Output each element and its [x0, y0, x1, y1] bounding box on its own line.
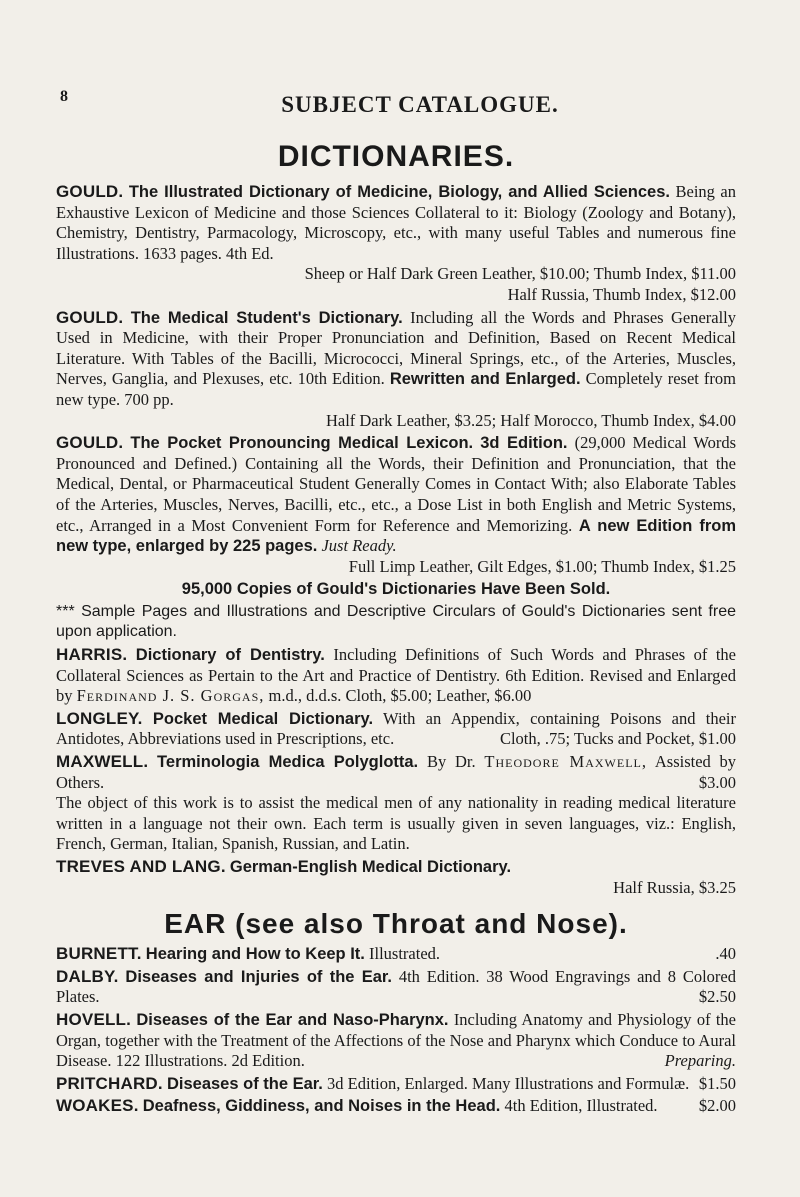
entry-longley: LONGLEY. Pocket Medical Dictionary. With an Appendix, containing Poisons and their Antidotes, Abbreviations used in Prescriptions, etc. Cloth, .75; Tucks and Pocket, $1.00	[56, 708, 736, 749]
entry-hovell: HOVELL. Diseases of the Ear and Naso-Pharynx. Including Anatomy and Physiology of the Organ, together with the Treatment of the Affections of the Nose and Pharynx which Conduce to Aural Disease. 122 Illustrations. 2d Edition. Preparing.	[56, 1009, 737, 1071]
entry-dalby: DALBY. Diseases and Injuries of the Ear. 4th Edition. 38 Wood Engravings and 8 Colored Plates. $2.50	[56, 966, 736, 1007]
entry-burnett: BURNETT. Hearing and How to Keep It. Illustrated. .40	[56, 944, 736, 964]
entry-woakes: WOAKES. Deafness, Giddiness, and Noises in the Head. 4th Edition, Illustrated. $2.00	[56, 1096, 736, 1116]
entry-maxwell: MAXWELL. Terminologia Medica Polyglotta. By Dr. Theodore Maxwell, Assisted by Others. $3.00 The object of this work is to assist the medical men of any nationality in reading medical literature written in a language not their own. Each term is usually given in seven languages, viz.: English, French, German, Italian, Spanish, Russian, and Latin.	[56, 752, 737, 854]
entry-pritchard: PRITCHARD. Diseases of the Ear. 3d Edition, Enlarged. Many Illustrations and Formulæ. $1.50	[56, 1073, 736, 1093]
section-title-dictionaries: DICTIONARIES.	[277, 140, 515, 173]
section-title-ear: EAR (see also Throat and Nose).	[164, 908, 628, 940]
entry-treves-lang: TREVES AND LANG. German-English Medical Dictionary. Half Russia, $3.25	[56, 857, 736, 897]
entry-gould-student: GOULD. The Medical Student's Dictionary. Including all the Words and Phrases Generally Used in Medicine, with their Proper Pronunciation and Definition, Based on Recent Medical Literature. With Tables of the Bacilli, Micrococci, Mineral Springs, etc., of the Arteries, Muscles, Nerves, Ganglia, and Plexuses, etc. 10th Edition. Rewritten and Enlarged. Completely reset from new type. 700 pp. Half Dark Leather, $3.25; Half Morocco, Thumb Index, $4.00	[56, 307, 737, 430]
entry-gould-illustrated: GOULD. The Illustrated Dictionary of Medicine, Biology, and Allied Sciences. Being an Exhaustive Lexicon of Medicine and those Sciences Collateral to it: Biology (Zoology and Botany), Chemistry, Dentistry, Parmacology, Microscopy, etc., with many useful Tables and numerous fine Illustrations. 1633 pages. 4th Ed. Sheep or Half Dark Green Leather, $10.00; Thumb Index, $11.00 Half Russia, Thumb Index, $12.00	[56, 182, 737, 304]
page-content	[56, 132, 736, 1119]
sample-pages-notice: *** Sample Pages and Illustrations and Descriptive Circulars of Gould's Dictionaries sent free upon application.	[56, 602, 736, 641]
running-title: SUBJECT CATALOGUE.	[281, 92, 559, 117]
page-number: 8	[60, 88, 68, 105]
entry-gould-pocket: GOULD. The Pocket Pronouncing Medical Lexicon. 3d Edition. (29,000 Medical Words Pronounced and Defined.) Containing all the Words, their Definition and Pronunciation, that the Medical, Dental, or Pharmaceutical Student Generally Comes in Contact With; also Elaborate Tables of the Arteries, Muscles, Nerves, Bacilli, etc., etc., a Dose List in both English and Metric Systems, etc., Arranged in a Most Convenient Form for Reference and Memorizing. A new Edition from new type, enlarged by 225 pages. Just Ready. Full Limp Leather, Gilt Edges, $1.00; Thumb Index, $1.25	[56, 433, 737, 576]
copies-sold-note: 95,000 Copies of Gould's Dictionaries Have Been Sold.	[181, 580, 611, 599]
entry-harris: HARRIS. Dictionary of Dentistry. Including Definitions of Such Words and Phrases of the Collateral Sciences as Pertain to the Art and Practice of Dentistry. 6th Edition. Revised and Enlarged by Ferdinand J. S. Gorgas, m.d., d.d.s. Cloth, $5.00; Leather, $6.00	[56, 645, 737, 706]
